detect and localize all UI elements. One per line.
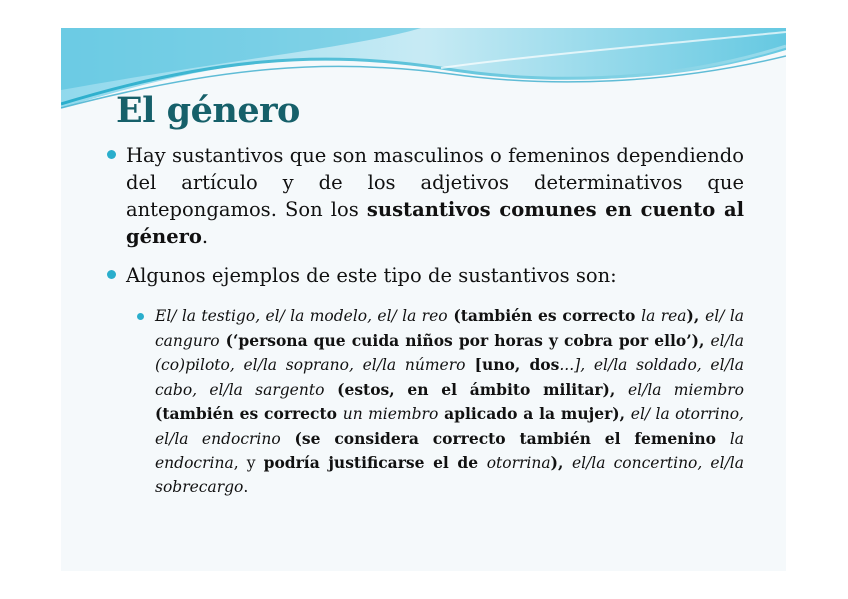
note-segment: [uno, dos [465, 355, 560, 374]
examples-segment: El/ la testigo, el/ la modelo, el/ la reo [155, 307, 448, 325]
slide-title: El género [116, 90, 300, 131]
plain-segment: . [243, 477, 249, 496]
slide [61, 28, 786, 571]
examples-segment: el/ la canguro [155, 307, 745, 350]
note-segment: (también es correcto [155, 404, 343, 423]
note-segment: (estos, en el ámbito militar), [324, 379, 628, 399]
bullet-3 [133, 304, 744, 499]
bullet-1-text: Hay sustantivos que son masculinos o femeninos dependiendo del artículo y de los adjetivos determinativos que antepongamos. Son los [126, 144, 744, 221]
examples-segment: un miembro [342, 405, 439, 423]
examples-segment: el/la (co)piloto, el/la soprano, el/la número [155, 331, 744, 374]
examples-segment: el/la miembro [628, 380, 744, 399]
note-segment: aplicado a la mujer), [438, 404, 631, 423]
bullet-1-bold: sustantivos comunes en cuento al género [126, 198, 745, 248]
note-segment: podría justificarse el de [263, 453, 487, 472]
bullet-2 [104, 262, 744, 289]
bullet-1 [104, 142, 744, 250]
note-segment: (‘persona que cuida niños por horas y cobra por ello’), [219, 330, 711, 350]
bullet-1-end: . [201, 225, 209, 248]
note-segment: ), [550, 453, 572, 472]
examples-segment: la rea [641, 307, 687, 325]
note-segment: (también es correcto [447, 306, 642, 325]
plain-segment: , y [233, 454, 264, 472]
examples-segment: ...], el/la soldado, el/la cabo, el/la sargento [155, 356, 744, 399]
examples-segment: el/ la otorrino, el/la endocrino [155, 405, 744, 448]
note-segment: ), [686, 306, 706, 325]
examples-segment: otorrina [486, 454, 551, 472]
examples-segment: el/la concertino, el/la sobrecargo [155, 454, 744, 496]
note-segment: (se considera correcto también el femenino [280, 428, 730, 448]
bullet-2-text: Algunos ejemplos de este tipo de sustantivos son: [126, 264, 617, 287]
examples-segment: la endocrina [155, 429, 745, 472]
